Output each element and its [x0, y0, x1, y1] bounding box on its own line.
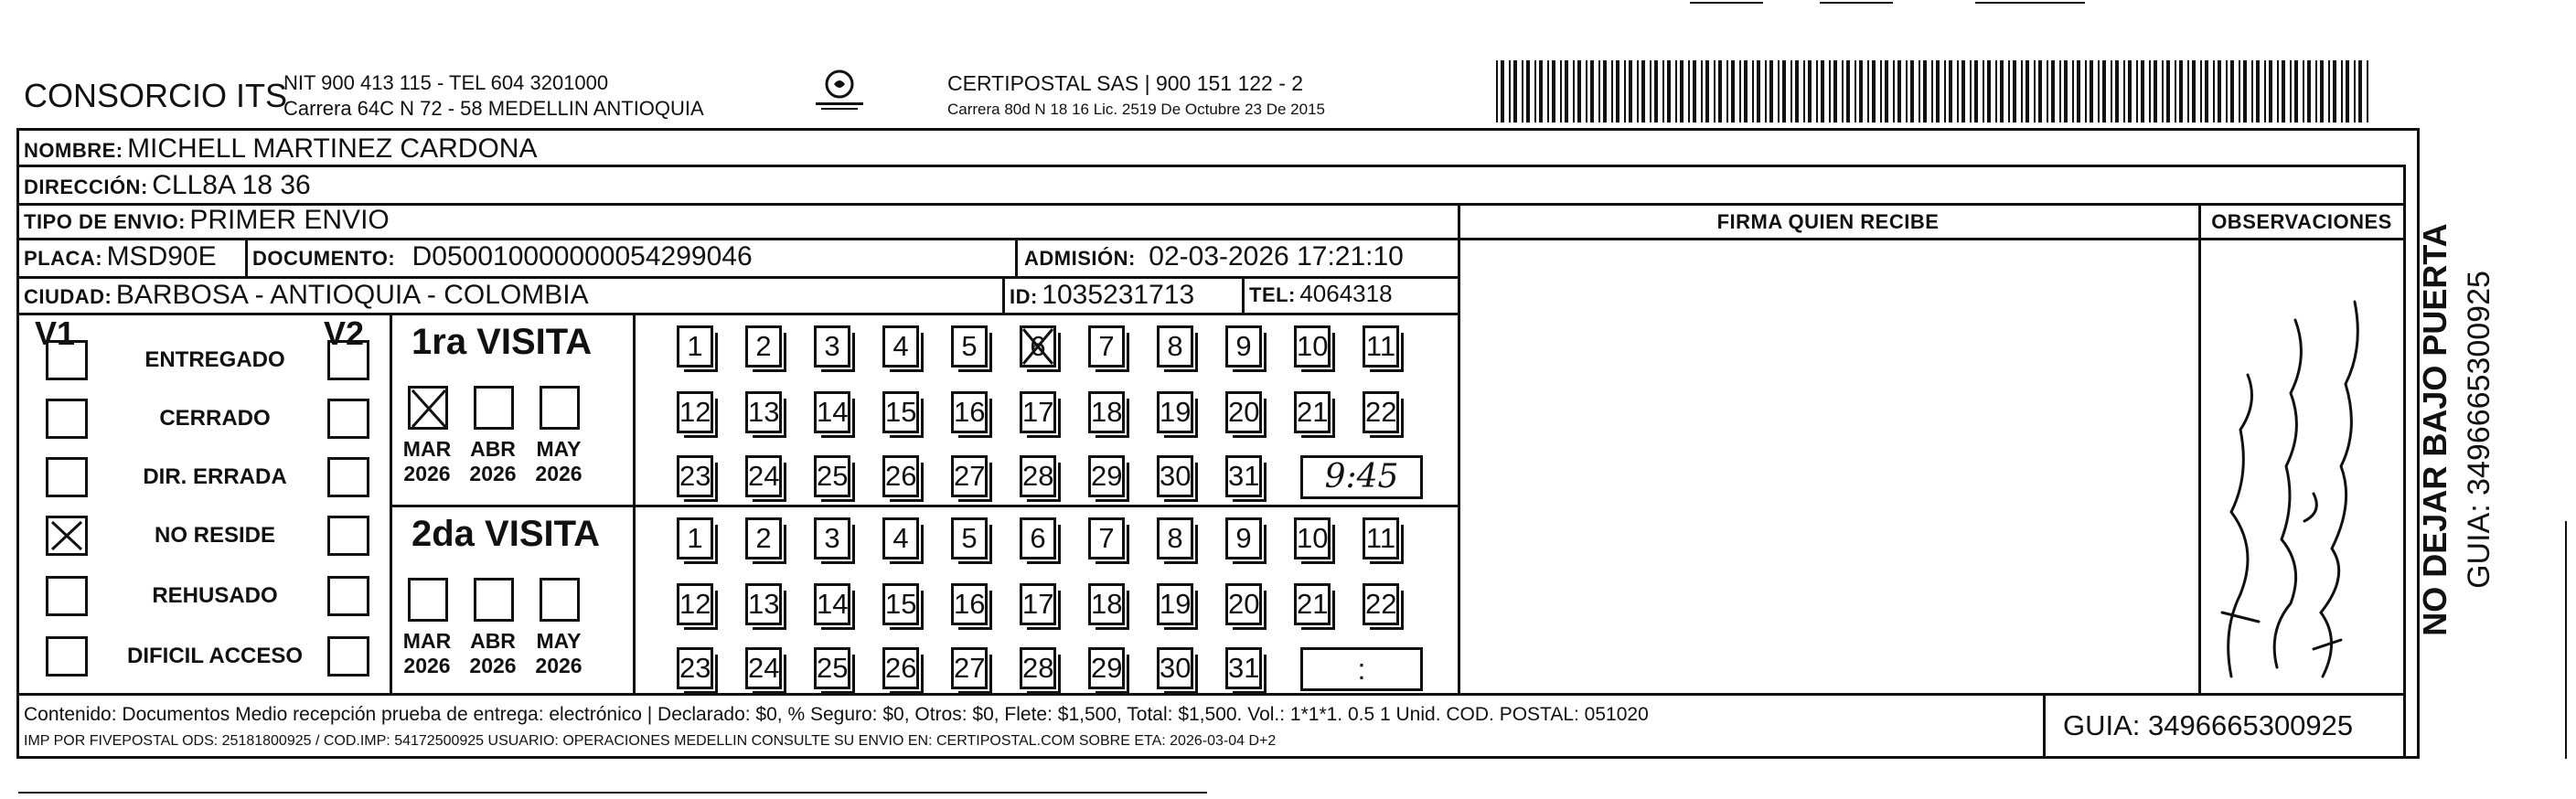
id-field: ID: 1035231713 — [1010, 280, 1195, 310]
barcode-bar — [2038, 60, 2042, 123]
time-value: 9:45 — [1324, 458, 1399, 495]
certipostal-logo — [812, 68, 867, 113]
day-box[interactable]: 8 — [1157, 517, 1193, 559]
year-label: 2026 — [469, 654, 517, 677]
company-address: Carrera 64C N 72 - 58 MEDELLIN ANTIOQUIA — [283, 97, 704, 120]
barcode-bar — [1654, 60, 1658, 123]
month-checkbox[interactable] — [408, 578, 448, 622]
day-box[interactable]: 20 — [1225, 583, 1262, 625]
barcode-bar — [1662, 60, 1664, 123]
day-box[interactable]: 15 — [882, 583, 919, 625]
barcode-bar — [2111, 60, 2112, 123]
barcode-bar — [1496, 60, 1498, 123]
month-year-label — [530, 629, 587, 678]
barcode-bar — [1718, 60, 1722, 123]
barcode-bar — [1509, 60, 1511, 123]
month-label: MAR — [402, 437, 452, 461]
day-box[interactable]: 25 — [814, 455, 850, 497]
barcode-bar — [1731, 60, 1735, 123]
barcode-bar — [1816, 60, 1818, 123]
day-box[interactable]: 31 — [1225, 455, 1262, 497]
day-box[interactable]: 2 — [745, 325, 782, 368]
day-box[interactable]: 8 — [1157, 325, 1193, 368]
barcode-bar — [2187, 60, 2189, 123]
observaciones-label: OBSERVACIONES — [2211, 210, 2392, 233]
side-warning: NO DEJAR BAJO PUERTA — [2416, 223, 2453, 636]
barcode-bar — [1739, 60, 1741, 123]
barcode-bar — [2226, 60, 2228, 123]
carrier-name: CERTIPOSTAL SAS | 900 151 122 - 2 — [947, 71, 1304, 95]
barcode-bar — [1880, 60, 1882, 123]
barcode-bar — [1637, 60, 1639, 123]
day-box[interactable]: 30 — [1157, 455, 1193, 497]
day-box[interactable]: 25 — [814, 647, 850, 689]
status-option-label: DIFICIL ACCESO — [126, 644, 303, 668]
barcode-bar — [1701, 60, 1703, 123]
barcode-bar — [1855, 60, 1856, 123]
footer-guia: GUIA: 3496665300925 — [2063, 709, 2354, 741]
barcode-bar — [2136, 60, 2138, 123]
barcode-bar — [2282, 60, 2285, 123]
barcode-bar — [1961, 60, 1965, 123]
day-box[interactable]: 16 — [951, 583, 988, 625]
day-box[interactable]: 5 — [951, 325, 988, 368]
barcode-bar — [2354, 60, 2356, 123]
day-box[interactable]: 1 — [677, 517, 713, 559]
barcode-bar — [1995, 60, 1997, 123]
day-box[interactable]: 20 — [1225, 391, 1262, 433]
day-box[interactable]: 13 — [745, 391, 782, 433]
day-box[interactable]: 3 — [814, 325, 850, 368]
barcode-bar — [1650, 60, 1651, 123]
visit2-title: 2da VISITA — [412, 514, 600, 554]
barcode-bar — [2149, 60, 2151, 123]
barcode-bar — [1667, 60, 1671, 123]
day-box[interactable]: 29 — [1088, 647, 1125, 689]
day-box[interactable]: 7 — [1088, 517, 1125, 559]
barcode-bar — [2294, 60, 2298, 123]
barcode-bar — [1744, 60, 1748, 123]
year-label: 2026 — [469, 462, 517, 485]
month-checkbox[interactable] — [474, 386, 514, 430]
barcode-bar — [1598, 60, 1600, 123]
barcode-bar — [1795, 60, 1799, 123]
barcode-bar — [2047, 60, 2048, 123]
day-box[interactable]: 23 — [677, 647, 713, 689]
time-box[interactable] — [1300, 647, 1423, 691]
barcode-bar — [2123, 60, 2125, 123]
barcode-bar — [2303, 60, 2304, 123]
day-box[interactable]: 22 — [1363, 583, 1399, 625]
v1-checkbox[interactable] — [46, 457, 88, 497]
placa-field: PLACA: MSD90E — [24, 241, 217, 272]
barcode-bar — [2200, 60, 2202, 123]
tel-field: TEL: 4064318 — [1249, 280, 1393, 307]
barcode-bar — [2346, 60, 2349, 123]
v1-checkbox[interactable] — [46, 636, 88, 676]
year-label: 2026 — [535, 654, 583, 677]
v2-checkbox[interactable] — [327, 576, 369, 616]
day-box[interactable]: 24 — [745, 455, 782, 497]
visit1-title: 1ra VISITA — [412, 322, 593, 362]
barcode-bar — [1765, 60, 1767, 123]
barcode-bar — [2026, 60, 2029, 123]
month-label: ABR — [470, 437, 516, 461]
day-box[interactable]: 16 — [951, 391, 988, 433]
documento-value: D050010000000054299046 — [412, 241, 753, 272]
day-box[interactable]: 10 — [1294, 517, 1331, 559]
time-value: : — [1357, 653, 1366, 686]
barcode-bar — [1931, 60, 1933, 123]
barcode-bar — [2256, 60, 2260, 123]
barcode-bar — [1752, 60, 1754, 123]
barcode-bar — [1867, 60, 1869, 123]
v1-checkbox[interactable] — [46, 576, 88, 616]
company-name: CONSORCIO ITS — [24, 77, 288, 114]
barcode-bar — [2064, 60, 2068, 123]
day-box[interactable]: 28 — [1020, 647, 1056, 689]
day-box[interactable]: 11 — [1363, 517, 1399, 559]
day-box[interactable]: 15 — [882, 391, 919, 433]
barcode-bar — [1833, 60, 1837, 123]
day-box[interactable]: 27 — [951, 455, 988, 497]
month-label: MAY — [536, 629, 582, 653]
tel-value: 4064318 — [1299, 280, 1393, 307]
month-label: MAR — [402, 629, 452, 653]
barcode-bar — [2367, 60, 2368, 123]
day-box[interactable]: 23 — [677, 455, 713, 497]
v1-checkbox[interactable] — [46, 399, 88, 439]
barcode-bar — [1872, 60, 1876, 123]
barcode-bar — [2205, 60, 2208, 123]
barcode — [1496, 60, 2374, 123]
barcode-bar — [2090, 60, 2093, 123]
day-box[interactable]: 13 — [745, 583, 782, 625]
barcode-bar — [1897, 60, 1901, 123]
month-year-label — [399, 629, 455, 678]
day-box[interactable]: 26 — [882, 647, 919, 689]
nombre-row: NOMBRE: MICHELL MARTINEZ CARDONA — [24, 133, 538, 164]
firma-label: FIRMA QUIEN RECIBE — [1716, 210, 1940, 233]
barcode-bar — [1821, 60, 1824, 123]
barcode-bar — [1923, 60, 1927, 123]
barcode-bar — [1919, 60, 1920, 123]
barcode-bar — [2059, 60, 2061, 123]
barcode-bar — [1936, 60, 1940, 123]
day-box[interactable]: 18 — [1088, 391, 1125, 433]
barcode-bar — [1603, 60, 1607, 123]
barcode-bar — [1846, 60, 1850, 123]
barcode-bar — [2230, 60, 2234, 123]
placa-value: MSD90E — [106, 241, 217, 272]
barcode-bar — [1808, 60, 1812, 123]
day-box[interactable]: 22 — [1363, 391, 1399, 433]
day-box[interactable]: 2 — [745, 517, 782, 559]
barcode-bar — [1680, 60, 1683, 123]
barcode-bar — [1803, 60, 1805, 123]
barcode-bar — [1565, 60, 1568, 123]
status-option-label: CERRADO — [159, 406, 271, 431]
status-option-label: NO RESIDE — [154, 523, 276, 548]
status-option-label: ENTREGADO — [144, 347, 285, 372]
day-box[interactable]: 4 — [882, 325, 919, 368]
barcode-bar — [2290, 60, 2292, 123]
day-box[interactable]: 19 — [1157, 583, 1193, 625]
barcode-bar — [1757, 60, 1760, 123]
barcode-bar — [2154, 60, 2157, 123]
v2-label: V2 — [324, 314, 365, 352]
barcode-bar — [2085, 60, 2087, 123]
barcode-bar — [1726, 60, 1728, 123]
barcode-bar — [2218, 60, 2221, 123]
nombre-value: MICHELL MARTINEZ CARDONA — [127, 133, 538, 164]
barcode-bar — [1983, 60, 1984, 123]
day-box[interactable]: 28 — [1020, 455, 1056, 497]
day-check-mark — [1020, 325, 1056, 368]
day-number: 6 — [1030, 330, 1046, 362]
barcode-bar — [2341, 60, 2343, 123]
day-box[interactable]: 17 — [1020, 583, 1056, 625]
barcode-bar — [1526, 60, 1530, 123]
barcode-bar — [1970, 60, 1972, 123]
barcode-bar — [2021, 60, 2023, 123]
barcode-bar — [1906, 60, 1908, 123]
month-label: MAY — [536, 437, 582, 461]
barcode-bar — [1547, 60, 1549, 123]
admision-value: 02-03-2026 17:21:10 — [1149, 241, 1404, 272]
month-checkbox[interactable] — [540, 578, 580, 622]
footer-line1: Contenido: Documentos Medio recepción prueba de entrega: electrónico | Declarado: $0, % Seguro: $0, Otros: $0, Flete: $1,500, Total: $1,500. Vol.: 1*1*1. 0.5 1 Unid. COD. POSTAL: 051020 — [24, 704, 1649, 725]
barcode-bar — [1586, 60, 1587, 123]
barcode-bar — [2141, 60, 2144, 123]
barcode-bar — [1629, 60, 1632, 123]
barcode-bar — [1714, 60, 1716, 123]
barcode-bar — [1513, 60, 1517, 123]
barcode-bar — [1611, 60, 1613, 123]
barcode-bar — [2251, 60, 2253, 123]
v2-checkbox[interactable] — [327, 516, 369, 556]
day-box[interactable]: 27 — [951, 647, 988, 689]
day-box[interactable]: 29 — [1088, 455, 1125, 497]
barcode-bar — [1560, 60, 1562, 123]
day-box[interactable]: 3 — [814, 517, 850, 559]
footer-line2: IMP POR FIVEPOSTAL ODS: 25181800925 / COD.IMP: 54172500925 USUARIO: OPERACIONES MEDELLIN CONSULTE SU ENVIO EN: CERTIPOSTAL.COM SOBRE ETA: 2026-03-04 D+2 — [24, 733, 1277, 749]
month-year-label — [465, 437, 521, 486]
barcode-bar — [2175, 60, 2176, 123]
ciudad-value: BARBOSA - ANTIOQUIA - COLOMBIA — [115, 280, 589, 310]
barcode-bar — [2239, 60, 2240, 123]
id-value: 1035231713 — [1042, 280, 1195, 310]
day-box[interactable]: 26 — [882, 455, 919, 497]
barcode-bar — [2264, 60, 2266, 123]
company-nit: NIT 900 413 115 - TEL 604 3201000 — [283, 71, 609, 94]
barcode-bar — [2000, 60, 2004, 123]
observations-handwriting — [2204, 247, 2400, 689]
day-box[interactable]: 31 — [1225, 647, 1262, 689]
day-box[interactable]: 21 — [1294, 391, 1331, 433]
barcode-bar — [1790, 60, 1792, 123]
barcode-bar — [2098, 60, 2100, 123]
tipo-row: TIPO DE ENVIO: PRIMER ENVIO — [24, 205, 390, 235]
barcode-bar — [2072, 60, 2074, 123]
barcode-bar — [2051, 60, 2055, 123]
barcode-bar — [2102, 60, 2106, 123]
barcode-bar — [1859, 60, 1863, 123]
barcode-bar — [2128, 60, 2132, 123]
ciudad-field: CIUDAD: BARBOSA - ANTIOQUIA - COLOMBIA — [24, 280, 589, 310]
barcode-bar — [1624, 60, 1626, 123]
status-option-label: REHUSADO — [152, 583, 278, 608]
day-box[interactable]: 19 — [1157, 391, 1193, 433]
day-box[interactable]: 17 — [1020, 391, 1056, 433]
day-box[interactable]: 10 — [1294, 325, 1331, 368]
day-box[interactable]: 11 — [1363, 325, 1399, 368]
time-box[interactable] — [1300, 455, 1423, 499]
barcode-bar — [1577, 60, 1581, 123]
day-box[interactable]: 18 — [1088, 583, 1125, 625]
barcode-bar — [1842, 60, 1844, 123]
month-year-label — [465, 629, 521, 678]
barcode-bar — [1616, 60, 1619, 123]
barcode-bar — [1957, 60, 1959, 123]
status-option-label: DIR. ERRADA — [143, 464, 287, 489]
barcode-bar — [1590, 60, 1594, 123]
barcode-bar — [1552, 60, 1555, 123]
barcode-bar — [1885, 60, 1888, 123]
barcode-bar — [2315, 60, 2317, 123]
month-checkbox[interactable] — [540, 386, 580, 430]
barcode-bar — [1910, 60, 1914, 123]
barcode-bar — [2333, 60, 2336, 123]
barcode-bar — [2077, 60, 2080, 123]
month-label: ABR — [470, 629, 516, 653]
barcode-bar — [1987, 60, 1991, 123]
barcode-bar — [1974, 60, 1978, 123]
year-label: 2026 — [535, 462, 583, 485]
day-box[interactable]: 1 — [677, 325, 713, 368]
barcode-bar — [2243, 60, 2247, 123]
direccion-row: DIRECCIÓN: CLL8A 18 36 — [24, 170, 311, 200]
barcode-bar — [1641, 60, 1645, 123]
barcode-bar — [1949, 60, 1952, 123]
direccion-value: CLL8A 18 36 — [152, 170, 311, 200]
day-box[interactable]: 24 — [745, 647, 782, 689]
admision-field: ADMISIÓN: 02-03-2026 17:21:10 — [1024, 241, 1404, 272]
barcode-bar — [2307, 60, 2311, 123]
v2-checkbox[interactable] — [327, 457, 369, 497]
barcode-bar — [1778, 60, 1780, 123]
day-box[interactable]: 14 — [814, 583, 850, 625]
barcode-bar — [1782, 60, 1786, 123]
barcode-bar — [2162, 60, 2164, 123]
v1-checkbox[interactable] — [46, 516, 88, 556]
barcode-bar — [1944, 60, 1946, 123]
v2-checkbox[interactable] — [327, 399, 369, 439]
barcode-bar — [2013, 60, 2016, 123]
barcode-bar — [2192, 60, 2196, 123]
day-box[interactable]: 5 — [951, 517, 988, 559]
barcode-bar — [1893, 60, 1895, 123]
barcode-bar — [2213, 60, 2215, 123]
v2-checkbox[interactable] — [327, 636, 369, 676]
barcode-bar — [2328, 60, 2330, 123]
carrier-address: Carrera 80d N 18 16 Lic. 2519 De Octubre 23 De 2015 — [947, 101, 1325, 118]
v1-checkbox[interactable] — [46, 340, 88, 380]
month-year-label — [530, 437, 587, 486]
day-box[interactable]: 14 — [814, 391, 850, 433]
barcode-bar — [2320, 60, 2324, 123]
barcode-bar — [1693, 60, 1696, 123]
barcode-bar — [1705, 60, 1709, 123]
barcode-bar — [1769, 60, 1773, 123]
day-box[interactable]: 4 — [882, 517, 919, 559]
month-year-label — [399, 437, 455, 486]
barcode-bar — [2179, 60, 2183, 123]
barcode-bar — [2008, 60, 2010, 123]
barcode-bar — [1573, 60, 1575, 123]
barcode-bar — [1829, 60, 1831, 123]
day-box[interactable]: 12 — [677, 583, 713, 625]
day-box[interactable]: 30 — [1157, 647, 1193, 689]
year-label: 2026 — [403, 654, 451, 677]
day-box[interactable]: 12 — [677, 391, 713, 433]
v1-label: V1 — [35, 314, 76, 352]
day-box[interactable]: 9 — [1225, 325, 1262, 368]
month-checkbox[interactable] — [408, 386, 448, 430]
day-box[interactable]: 21 — [1294, 583, 1331, 625]
barcode-bar — [2166, 60, 2170, 123]
barcode-bar — [2277, 60, 2279, 123]
barcode-bar — [1534, 60, 1536, 123]
side-guia: GUIA: 3496665300925 — [2462, 271, 2496, 589]
day-box[interactable]: 9 — [1225, 517, 1262, 559]
month-checkbox[interactable] — [474, 578, 514, 622]
tipo-value: PRIMER ENVIO — [189, 205, 390, 235]
day-box[interactable]: 6 — [1020, 517, 1056, 559]
barcode-bar — [2269, 60, 2272, 123]
barcode-bar — [1501, 60, 1504, 123]
barcode-bar — [2034, 60, 2036, 123]
barcode-bar — [1522, 60, 1523, 123]
documento-field: DOCUMENTO: D050010000000054299046 — [252, 241, 753, 272]
barcode-bar — [1688, 60, 1690, 123]
barcode-bar — [2115, 60, 2119, 123]
barcode-bar — [2358, 60, 2362, 123]
barcode-bar — [1675, 60, 1677, 123]
barcode-bar — [1539, 60, 1543, 123]
day-box[interactable] — [1020, 325, 1056, 368]
year-label: 2026 — [403, 462, 451, 485]
v2-checkbox[interactable] — [327, 340, 369, 380]
day-box[interactable]: 7 — [1088, 325, 1125, 368]
